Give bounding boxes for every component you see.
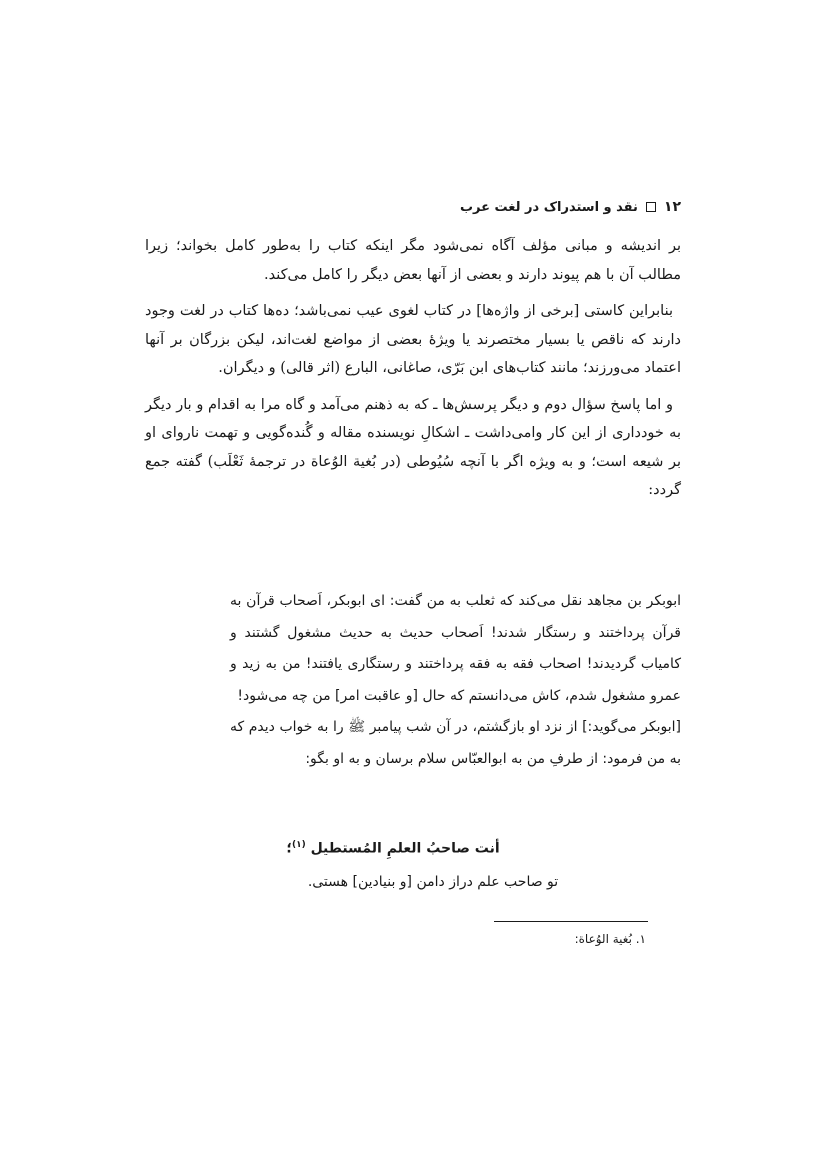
running-header — [145, 195, 681, 219]
paragraph: بنابراین کاستی [برخی از واژه‌ها] در کتاب لغوی عیب نمی‌باشد؛ ده‌ها کتاب در لغت وجود دارند که ناقص یا بسیار مختصرند یا ویژهٔ بعضی از مواضع لغت‌اند، لیکن بزرگان بر آنها اعتماد می‌ورزند؛ مانند کتاب‌های ابن بَرّی، صاغانی، البارع (اثر قالی) و دیگران. — [145, 303, 681, 376]
square-bullet-icon — [646, 202, 656, 212]
verse-arabic-punct: ؛ — [286, 840, 292, 857]
page-number: ۱۲ — [663, 199, 681, 215]
paragraph: و اما پاسخ سؤال دوم و دیگر پرسش‌ها ـ که به ذهنم می‌آمد و گاه مرا به اقدام و بار دیگر به خودداری از این کار وامی‌داشت ـ اشکالِ نویسنده مقاله و گُنده‌گویی و تهمت ناروای او بر شیعه است؛ و به ویژه اگر با آنچه سُیُوطی (در بُغیة الوُعاة در ترجمهٔ ثَعْلَب) گفته جمع گردد: — [145, 396, 681, 498]
verse-arabic — [145, 840, 681, 857]
verse-arabic-text: أنت صاحبُ العلمِ المُستطیل — [310, 840, 500, 857]
quote-paragraph: [ابوبکر می‌گوید:] از نزد او بازگشتم، در آن شب پیامبر ﷺ را به خواب دیدم که به من فرمود: از طرفِ من به ابوالعبّاس سلام برسان و به او بگو: — [230, 719, 681, 767]
footnote: ۱. بُغیة الوُعاة: — [574, 932, 646, 946]
paragraph: بر اندیشه و مبانی مؤلف آگاه نمی‌شود مگر اینکه کتاب را به‌طور کامل بخواند؛ زیرا مطالب آن با هم پیوند دارند و بعضی از آنها بعض دیگر را کامل می‌کند. — [145, 238, 681, 283]
body-text — [145, 232, 681, 513]
footnote-marker[interactable]: (۱) — [291, 840, 306, 850]
block-quote — [230, 586, 681, 775]
running-title: نقد و استدراک در لغت عرب — [459, 199, 638, 215]
verse-persian: تو صاحب علم دراز دامن [و بنیادین] هستی. — [307, 874, 559, 890]
footnote-divider — [494, 921, 648, 922]
quote-paragraph: ابوبکر بن مجاهد نقل می‌کند که ثعلب به من گفت: ای ابوبکر، اَصحاب قرآن به قرآن پرداختند و رستگار شدند! اَصحاب حدیث به حدیث مشغول گشتند و کامیاب گردیدند! اصحاب فقه به فقه پرداختند و رستگاری یافتند! من به زید و عمرو مشغول شدم، کاش می‌دانستم که حال [و عاقبت امر] من چه می‌شود! — [230, 593, 681, 704]
